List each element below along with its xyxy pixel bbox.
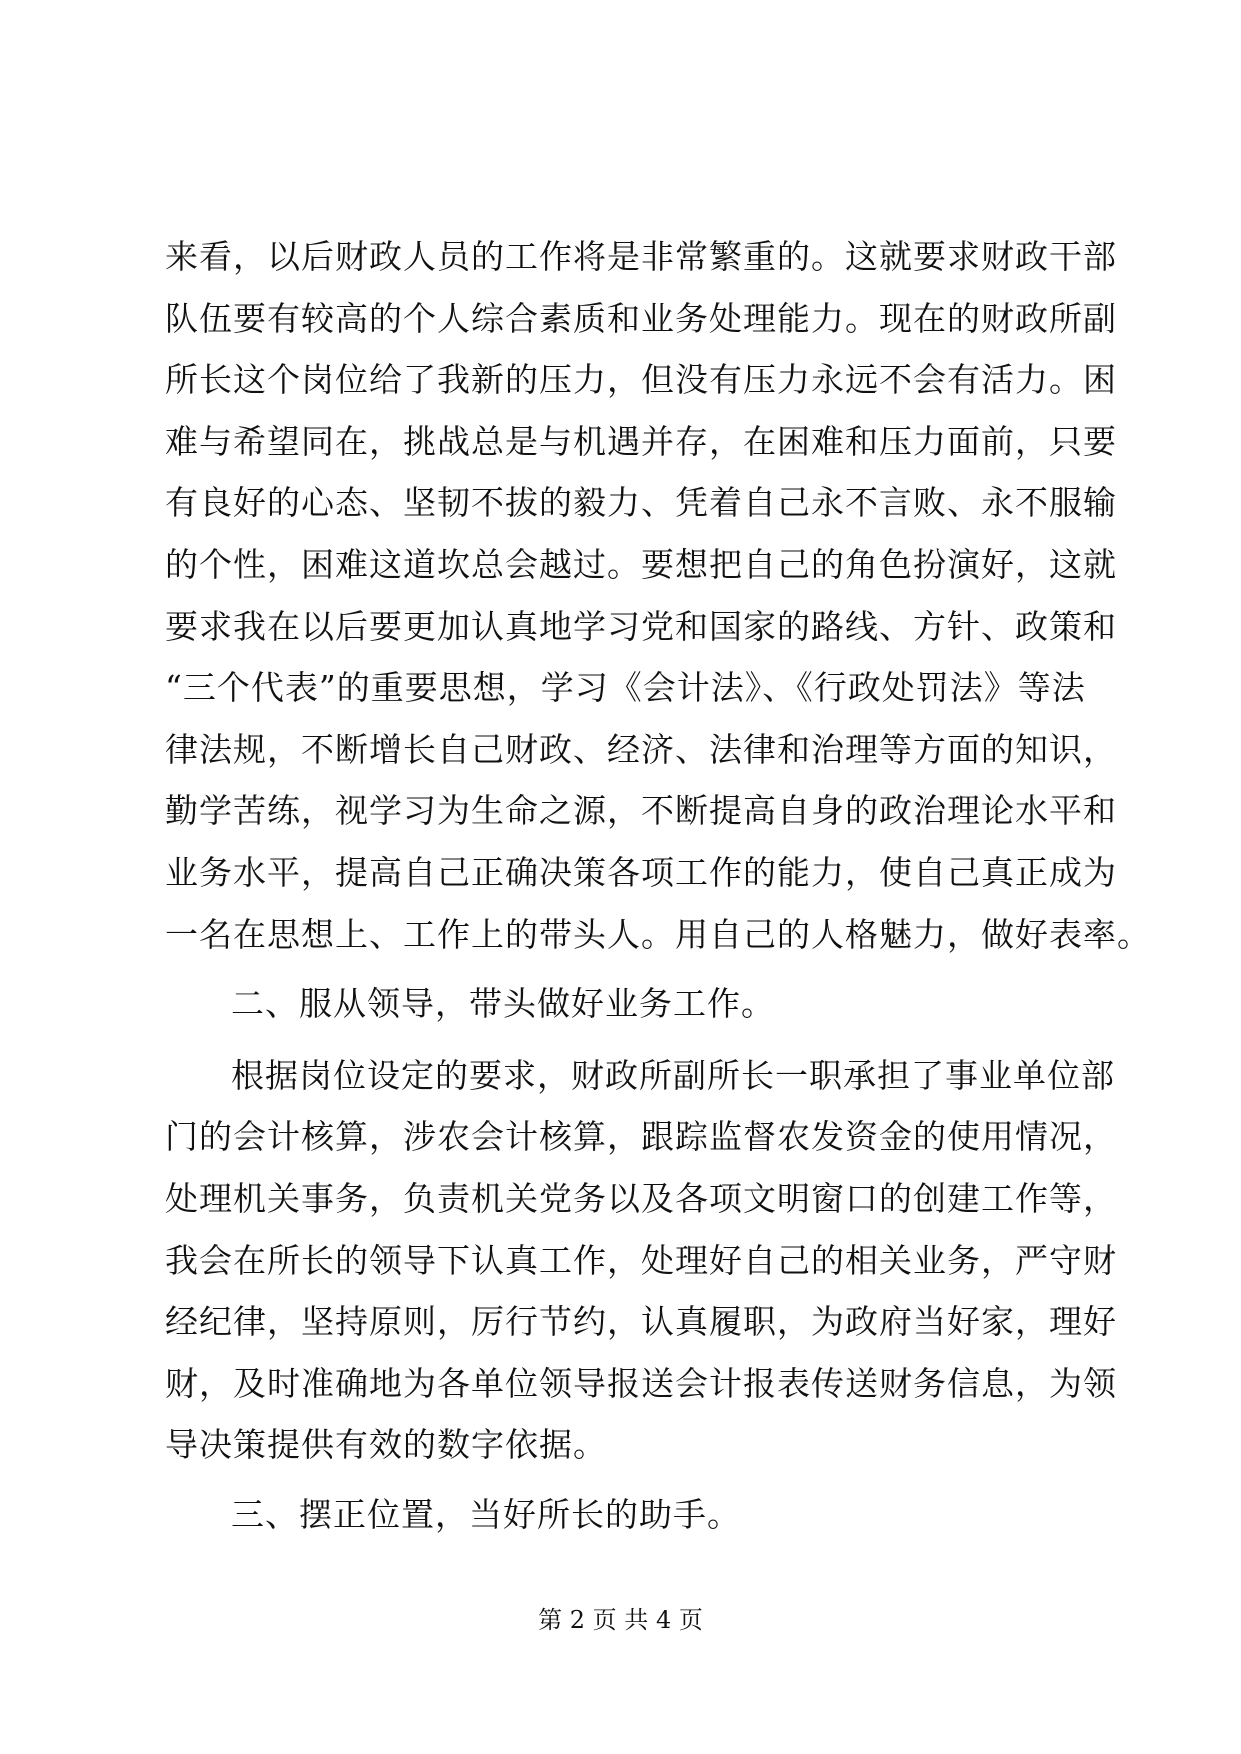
section-heading-3: 三、摆正位置，当好所长的助手。 bbox=[231, 1494, 741, 1534]
paragraph-line: 勤学苦练，视学习为生命之源，不断提高自身的政治理论水平和 bbox=[165, 791, 1117, 831]
paragraph-2 bbox=[165, 1045, 1117, 1476]
paragraph-line: 我会在所长的领导下认真工作，处理好自己的相关业务，严守财 bbox=[165, 1240, 1117, 1280]
paragraph-line: 有良好的心态、坚韧不拔的毅力、凭着自己永不言败、永不服输 bbox=[165, 483, 1117, 523]
paragraph-line: 队伍要有较高的个人综合素质和业务处理能力。现在的财政所副 bbox=[165, 298, 1117, 338]
paragraph-line: 经纪律，坚持原则，厉行节约，认真履职，为政府当好家，理好 bbox=[165, 1302, 1117, 1342]
page-footer: 第 2 页 共 4 页 bbox=[538, 1606, 703, 1634]
paragraph-line: 律法规，不断增长自己财政、经济、法律和治理等方面的知识， bbox=[165, 729, 1117, 769]
paragraph-line: 的个性，困难这道坎总会越过。要想把自己的角色扮演好，这就 bbox=[165, 544, 1117, 584]
section-heading-2: 二、服从领导，带头做好业务工作。 bbox=[231, 984, 775, 1024]
paragraph-line: 导决策提供有效的数字依据。 bbox=[165, 1425, 607, 1465]
document-body bbox=[165, 226, 1151, 1555]
paragraph-line: 来看，以后财政人员的工作将是非常繁重的。这就要求财政干部 bbox=[165, 237, 1117, 276]
paragraph-line: 要求我在以后要更加认真地学习党和国家的路线、方针、政策和 bbox=[165, 606, 1117, 646]
paragraph-line: 一名在思想上、工作上的带头人。用自己的人格魅力，做好表率。 bbox=[165, 914, 1151, 954]
paragraph-line: 业务水平，提高自己正确决策各项工作的能力，使自己真正成为 bbox=[165, 852, 1117, 892]
paragraph-line: 财，及时准确地为各单位领导报送会计报表传送财务信息，为领 bbox=[165, 1363, 1117, 1403]
paragraph-line: 所长这个岗位给了我新的压力，但没有压力永远不会有活力。困 bbox=[165, 360, 1117, 400]
paragraph-line: “三个代表”的重要思想，学习《会计法》、《行政处罚法》等法 bbox=[165, 668, 1086, 708]
paragraph-1 bbox=[165, 226, 1151, 965]
paragraph-line: 难与希望同在，挑战总是与机遇并存，在困难和压力面前，只要 bbox=[165, 421, 1117, 461]
paragraph-line: 处理机关事务，负责机关党务以及各项文明窗口的创建工作等， bbox=[165, 1178, 1117, 1218]
paragraph-line: 根据岗位设定的要求，财政所副所长一职承担了事业单位部 bbox=[231, 1055, 1115, 1095]
paragraph-line: 门的会计核算，涉农会计核算，跟踪监督农发资金的使用情况， bbox=[165, 1117, 1117, 1157]
